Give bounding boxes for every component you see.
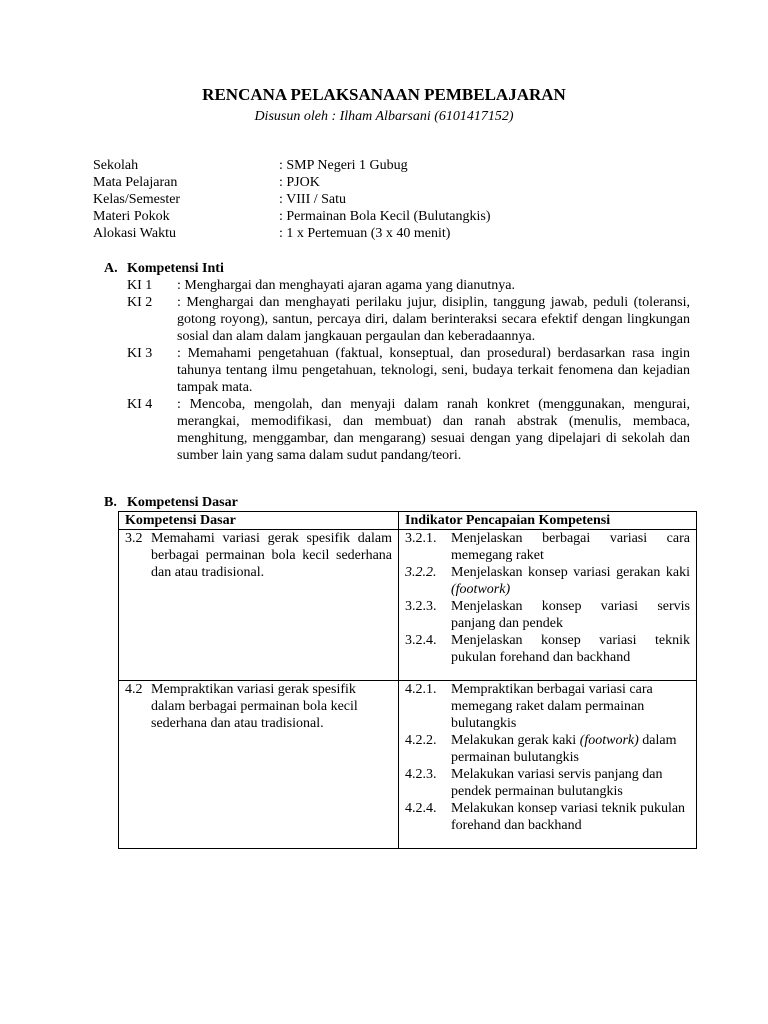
identity-label: Kelas/Semester	[93, 192, 181, 207]
ki-text: : Mencoba, mengolah, dan menyaji dalam ranah konkret (menggunakan, mengurai, merangkai, memodifikasi, dan membuat) dan ranah abstrak (menulis, membaca, menghitung, menggambar, dan mengarang) sesuai dengan yang dipelajari di sekolah dan sumber lain yang sama dalam sudut pandang/teori.	[177, 397, 690, 463]
indicator-number: 3.2.3.	[405, 599, 437, 614]
indicator-number: 3.2.2.	[405, 565, 437, 580]
indicator-text-tail: dalam permainan bulutangkis	[451, 733, 677, 765]
indicator-number: 4.2.1.	[405, 682, 437, 697]
indicator-number: 3.2.1.	[405, 531, 437, 546]
section-kompetensi-inti	[104, 260, 690, 464]
ki-text: : Menghargai dan menghayati perilaku jujur, disiplin, tanggung jawab, peduli (toleransi, gotong royong), santun, percaya diri, dalam berinteraksi secara efektif dengan lingkungan sosial dan alam dalam jangkauan pergaulan dan keberadaannya.	[177, 295, 690, 344]
indicator-text: Menjelaskan konsep variasi servis panjang dan pendek	[451, 599, 690, 631]
ki-item	[104, 345, 690, 396]
indicator-item	[405, 530, 690, 564]
ki-label: KI 4	[127, 397, 153, 412]
ki-text: : Memahami pengetahuan (faktual, konseptual, dan prosedural) berdasarkan rasa ingin tahunya tentang ilmu pengetahuan, teknologi, seni, budaya terkait fenomena dan kejadian tampak mata.	[177, 346, 690, 395]
indicator-text: Melakukan variasi servis panjang dan pendek permainan bulutangkis	[451, 767, 663, 799]
indicator-number: 4.2.3.	[405, 767, 437, 782]
indicator-emphasis: (footwork)	[579, 733, 639, 748]
indicator-text: Menjelaskan konsep variasi teknik pukulan forehand dan backhand	[451, 633, 690, 665]
identity-label: Mata Pelajaran	[93, 175, 178, 190]
section-heading-text: Kompetensi Dasar	[127, 495, 238, 510]
indicator-item	[405, 564, 690, 598]
identity-row	[93, 191, 491, 208]
table-header-kd: Kompetensi Dasar	[119, 512, 399, 530]
indicator-text-wrap	[451, 732, 690, 766]
identity-row	[93, 174, 491, 191]
section-heading	[104, 260, 690, 277]
kd-number: 3.2	[125, 531, 143, 546]
indicator-cell	[399, 681, 697, 849]
section-heading-text: Kompetensi Inti	[127, 261, 224, 276]
indicator-number: 3.2.4.	[405, 633, 437, 648]
identity-label: Alokasi Waktu	[93, 226, 176, 241]
ki-label: KI 3	[127, 346, 153, 361]
indicator-text: Melakukan gerak kaki	[451, 733, 580, 748]
document-title: RENCANA PELAKSANAAN PEMBELAJARAN	[202, 85, 566, 104]
kd-cell	[119, 681, 399, 849]
indicator-item	[405, 598, 690, 632]
kompetensi-dasar-table	[118, 511, 697, 849]
table-header-row	[119, 512, 697, 530]
indicator-number: 4.2.4.	[405, 801, 437, 816]
section-kompetensi-dasar-heading	[104, 494, 238, 511]
indicator-text: Melakukan konsep variasi teknik pukulan forehand dan backhand	[451, 801, 686, 833]
identity-row	[93, 157, 491, 174]
identity-label: Sekolah	[93, 158, 139, 173]
document-author: Disusun oleh : Ilham Albarsani (6101417152)	[254, 109, 514, 124]
section-letter: A.	[104, 261, 118, 276]
identity-block	[93, 157, 491, 242]
identity-label: Materi Pokok	[93, 209, 170, 224]
indicator-emphasis: (footwork)	[451, 582, 511, 597]
kd-number: 4.2	[125, 682, 143, 697]
identity-row	[93, 208, 491, 225]
indicator-item	[405, 800, 690, 834]
indicator-number: 4.2.2.	[405, 733, 437, 748]
table-row	[119, 530, 697, 681]
kd-text: Mempraktikan variasi gerak spesifik dalam berbagai permainan bola kecil sederhana dan atau tradisional.	[151, 682, 358, 731]
kd-cell	[119, 530, 399, 681]
ki-label: KI 1	[127, 278, 153, 293]
indicator-text-wrap	[451, 564, 690, 598]
ki-item	[104, 277, 690, 294]
ki-item	[104, 396, 690, 464]
identity-value: : Permainan Bola Kecil (Bulutangkis)	[279, 209, 491, 224]
ki-item	[104, 294, 690, 345]
identity-value: : PJOK	[279, 175, 320, 190]
indicator-item	[405, 732, 690, 766]
indicator-text: Menjelaskan konsep variasi gerakan kaki	[451, 565, 690, 580]
table-header-indicator: Indikator Pencapaian Kompetensi	[399, 512, 697, 530]
identity-row	[93, 225, 491, 242]
indicator-item	[405, 632, 690, 666]
kd-text: Memahami variasi gerak spesifik dalam berbagai permainan bola kecil sederhana dan atau tradisional.	[151, 531, 392, 580]
section-letter: B.	[104, 495, 117, 510]
indicator-item	[405, 766, 690, 800]
identity-value: : VIII / Satu	[279, 192, 347, 207]
indicator-item	[405, 681, 690, 732]
indicator-text: Menjelaskan berbagai variasi cara memegang raket	[451, 531, 690, 563]
ki-label: KI 2	[127, 295, 153, 310]
ki-text: : Menghargai dan menghayati ajaran agama yang dianutnya.	[177, 278, 515, 293]
indicator-cell	[399, 530, 697, 681]
table-row	[119, 681, 697, 849]
identity-value: : SMP Negeri 1 Gubug	[279, 158, 408, 173]
identity-value: : 1 x Pertemuan (3 x 40 menit)	[279, 226, 451, 241]
indicator-text: Mempraktikan berbagai variasi cara memegang raket dalam permainan bulutangkis	[451, 682, 653, 731]
